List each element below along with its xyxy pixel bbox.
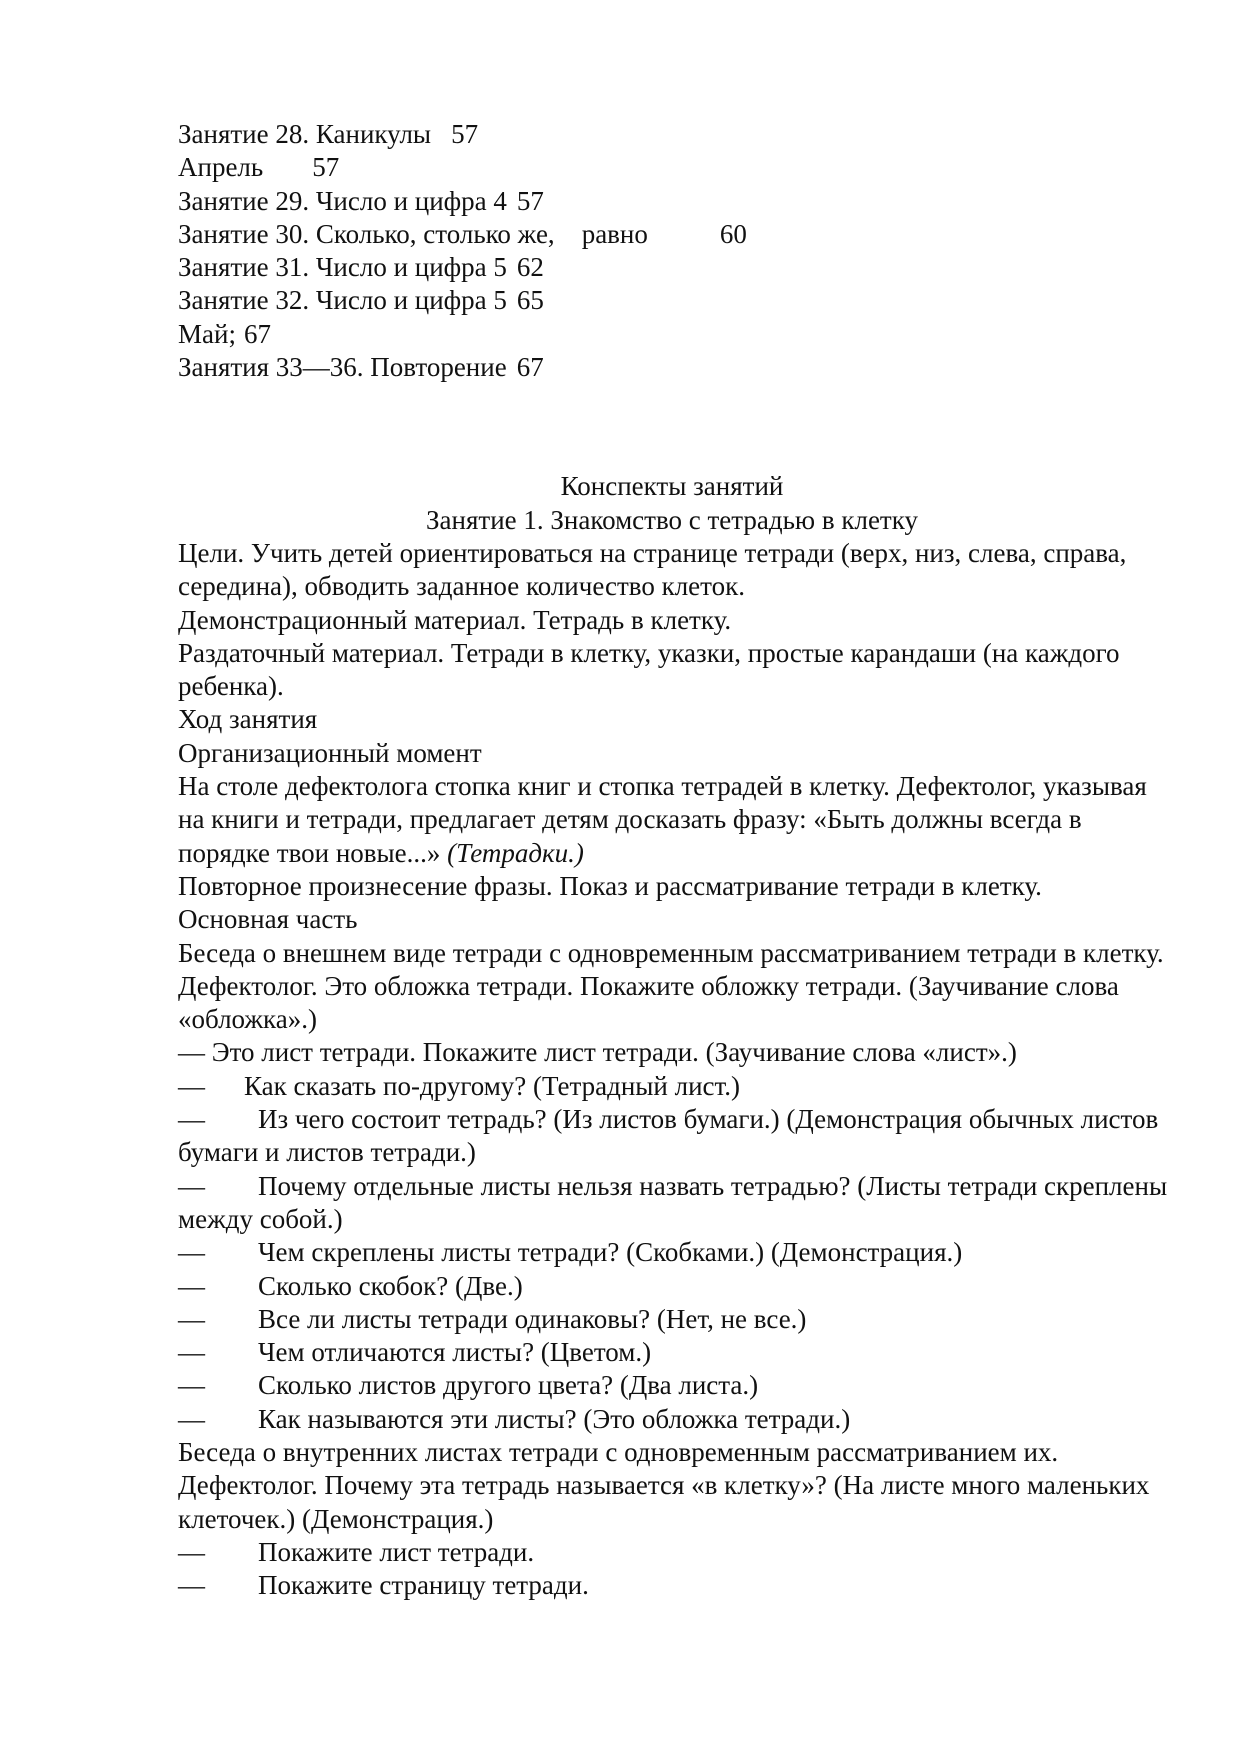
toc-entry-title: Занятие 31. Число и цифра 5 [178,252,507,283]
dash-marker: — [178,1337,205,1368]
toc-entry-title: Апрель [178,152,264,183]
demo-material-paragraph: Демонстрационный материал. Тетрадь в клетку. [178,604,732,635]
toc-entry-title: Занятие 28. Каникулы [178,119,432,149]
dash-marker: — [178,1403,205,1434]
toc-list [178,118,1170,384]
dialogue-text: Чем скреплены листы тетради? (Скобками.) (Демонстрация.) [258,1237,963,1268]
lesson-title: Занятие 1. Знакомство с тетрадью в клетку [426,504,918,535]
dialogue-line [178,1270,1170,1303]
dash-marker: — [178,1370,205,1401]
toc-entry [178,284,1170,317]
toc-entry-title: Май; [178,318,236,349]
section-title: Конспекты занятий [560,471,784,502]
dash-marker: — [178,1104,205,1135]
toc-entry-mid: равно [581,218,648,249]
dialogue-line [178,1536,1170,1569]
toc-entry-page: 62 [516,252,544,283]
toc-entry-page: 67 [243,318,271,349]
toc-entry [178,118,1170,151]
toc-entry [178,185,1170,218]
dialogue-text: Покажите страницу тетради. [258,1570,589,1601]
dialogue-text: Покажите лист тетради. [258,1536,535,1567]
dash-marker: — [178,1070,205,1101]
dialogue-line [178,1236,1170,1269]
dialogue-line [178,1569,1170,1602]
dash-marker: — [178,1303,205,1334]
toc-entry-title: Занятие 32. Число и цифра 5 [178,285,507,316]
dash-marker: — [178,1270,205,1301]
toc-entry-page: 60 [719,218,747,249]
dialogue-line-inline: — Это лист тетради. Покажите лист тетради. (Заучивание слова «лист».) [178,1037,1017,1068]
defectologist-line-1: Дефектолог. Это обложка тетради. Покажите обложку тетради. (Заучивание слова «обложка».) [178,970,1119,1035]
talk-paragraph-1: Беседа о внешнем виде тетради с одновременным рассматриванием тетради в клетку. [178,937,1164,968]
repeat-paragraph: Повторное произнесение фразы. Показ и рассматривание тетради в клетку. [178,870,1042,901]
org-paragraph [178,770,1170,870]
course-heading: Ход занятия [178,704,318,735]
document-page [178,118,1170,1602]
toc-entry [178,218,1170,251]
dialogue-text: Все ли листы тетради одинаковы? (Нет, не все.) [258,1303,807,1334]
dash-marker: — [178,1536,205,1567]
dialogue-text: Сколько листов другого цвета? (Два листа.) [258,1370,759,1401]
dialogue-line [178,1403,1170,1436]
dialogue-line [178,1103,1170,1170]
handout-material-paragraph: Раздаточный материал. Тетради в клетку, указки, простые карандаши (на каждого ребенка). [178,637,1120,702]
dialogue-line [178,1070,1170,1103]
dialogue-text: Из чего состоит тетрадь? (Из листов бумаги.) (Демонстрация обычных листов бумаги и листов тетради.) [178,1104,1159,1168]
dialogue-line [178,1303,1170,1336]
dialogue-text: Как сказать по-другому? (Тетрадный лист.) [244,1070,741,1101]
dialogue-text: Почему отдельные листы нельзя назвать тетрадью? (Листы тетради скреплены между собой.) [178,1170,1168,1234]
talk-paragraph-2: Беседа о внутренних листах тетради с одновременным рассматриванием их. [178,1436,1059,1467]
toc-entry-page: 57 [451,119,479,149]
dash-marker: — [178,1170,205,1201]
dialogue-line [178,1369,1170,1402]
dialogue-text: Как называются эти листы? (Это обложка тетради.) [258,1403,851,1434]
dialogue-line [178,1170,1170,1237]
spacer [178,384,1170,470]
toc-entry-title: Занятия 33—36. Повторение [178,352,507,383]
main-heading: Основная часть [178,904,358,935]
defectologist-line-2: Дефектолог. Почему эта тетрадь называется «в клетку»? (На листе много маленьких клеточек.) (Демонстрация.) [178,1470,1150,1534]
toc-entry [178,151,1170,184]
toc-entry [178,318,1170,351]
dialogue-line [178,1336,1170,1369]
toc-entry-title: Занятие 30. Сколько, столько же, [178,218,555,249]
org-heading: Организационный момент [178,737,482,768]
toc-entry-page: 67 [516,352,544,383]
org-answer: (Тетрадки.) [447,837,584,868]
toc-entry-page: 57 [516,185,544,216]
dialogue-text: Чем отличаются листы? (Цветом.) [258,1337,652,1368]
toc-entry [178,251,1170,284]
goals-paragraph: Цели. Учить детей ориентироваться на странице тетради (верх, низ, слева, справа, середина), обводить заданное количество клеток. [178,537,1127,602]
dash-marker: — [178,1570,205,1601]
toc-entry-page: 65 [516,285,544,316]
toc-entry [178,351,1170,384]
toc-entry-title: Занятие 29. Число и цифра 4 [178,185,507,216]
toc-entry-page: 57 [312,152,340,183]
dialogue-text: Сколько скобок? (Две.) [258,1270,523,1301]
org-text: На столе дефектолога стопка книг и стопка тетрадей в клетку. Дефектолог, указывая на книги и тетради, предлагает детям досказать фразу: «Быть должны всегда в порядке твои новые...» [178,771,1147,868]
dash-marker: — [178,1237,205,1268]
